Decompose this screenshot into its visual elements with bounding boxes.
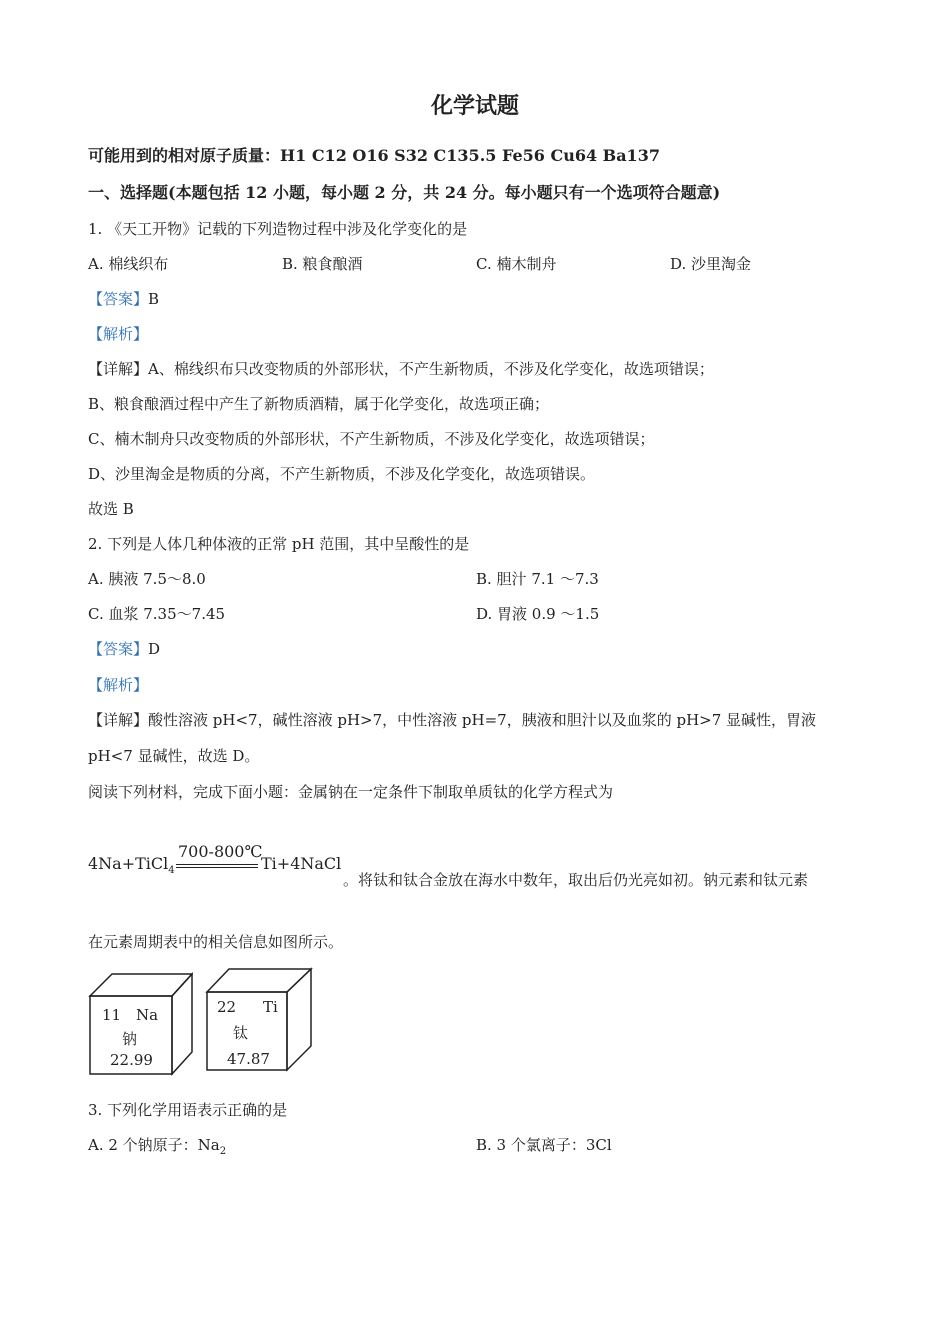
element-number: 22: [217, 998, 237, 1016]
q2-option-d: D. 胃液 0.9 ～1.5: [476, 605, 600, 623]
q1-option-b: B. 粮食酿酒: [282, 255, 363, 273]
reactants-subscript: 4: [168, 865, 175, 877]
q2-detail-line1: [88, 710, 816, 730]
detail-tag: 【详解】: [88, 360, 149, 378]
element-name: 钠: [122, 1030, 138, 1048]
equation-condition: 700-800℃: [178, 842, 263, 861]
q2-option-a: A. 胰液 7.5～8.0: [88, 570, 206, 588]
q1-stem: 1. 《天工开物》记载的下列造物过程中涉及化学变化的是: [88, 220, 468, 238]
answer-value: D: [148, 640, 161, 658]
q3-stem: 3. 下列化学用语表示正确的是: [88, 1101, 288, 1119]
q1-conclusion: 故选 B: [88, 500, 134, 518]
option-a-text: A. 2 个钠原子：Na: [88, 1136, 220, 1154]
answer-tag: 【答案】: [88, 290, 149, 308]
equation-reactants: [88, 854, 175, 876]
answer-value: B: [148, 290, 160, 308]
q2-stem: 2. 下列是人体几种体液的正常 pH 范围，其中呈酸性的是: [88, 535, 470, 553]
equation-bar-bottom: [176, 867, 258, 868]
q1-detail-c: C、楠木制舟只改变物质的外部形状，不产生新物质，不涉及化学变化，故选项错误；: [88, 430, 655, 448]
element-mass: 22.99: [110, 1051, 153, 1069]
q2-option-c: C. 血浆 7.35～7.45: [88, 605, 226, 623]
q2-analysis-tag: 【解析】: [88, 676, 149, 694]
element-mass: 47.87: [227, 1050, 270, 1068]
reading-intro: 阅读下列材料，完成下面小题：金属钠在一定条件下制取单质钛的化学方程式为: [88, 783, 614, 801]
detail-text: 酸性溶液 pH<7，碱性溶液 pH>7，中性溶液 pH=7，胰液和胆汁以及血浆的 pH>7 显碱性，胃液: [148, 711, 817, 729]
q1-detail-d: D、沙里淘金是物质的分离，不产生新物质，不涉及化学变化，故选项错误。: [88, 465, 596, 483]
page-title: 化学试题: [430, 93, 519, 119]
element-card-sodium: [88, 970, 193, 1078]
q1-detail-b: B、粮食酿酒过程中产生了新物质酒精，属于化学变化，故选项正确；: [88, 395, 550, 413]
q1-option-c: C. 楠木制舟: [476, 255, 557, 273]
reading-after-equation: 。将钛和钛合金放在海水中数年，取出后仍光亮如初。钠元素和钛元素: [343, 871, 809, 889]
equation-products: Ti+4NaCl: [261, 854, 342, 873]
element-symbol: Na: [136, 1006, 159, 1024]
detail-text: A、棉线织布只改变物质的外部形状，不产生新物质，不涉及化学变化，故选项错误；: [148, 360, 714, 378]
q3-option-b: B. 3 个氯离子：3Cl: [476, 1136, 612, 1154]
q1-analysis-tag: 【解析】: [88, 325, 149, 343]
reading-line3: 在元素周期表中的相关信息如图所示。: [88, 933, 344, 951]
q1-option-d: D. 沙里淘金: [670, 255, 752, 273]
element-number: 11: [102, 1006, 122, 1024]
q1-option-a: A. 棉线织布: [88, 255, 169, 273]
detail-tag: 【详解】: [88, 711, 149, 729]
q1-detail-a: [88, 359, 714, 379]
element-card-titanium: [205, 966, 313, 1074]
q1-answer: [88, 289, 159, 309]
q2-detail-line2: pH<7 显碱性，故选 D。: [88, 747, 260, 765]
q3-option-a: [88, 1135, 226, 1162]
reactants-text: 4Na+TiCl: [88, 854, 169, 873]
element-name: 钛: [233, 1024, 249, 1042]
q2-option-b: B. 胆汁 7.1 ～7.3: [476, 570, 599, 588]
option-a-subscript: 2: [219, 1146, 227, 1157]
section-header: 一、选择题(本题包括 12 小题，每小题 2 分，共 24 分。每小题只有一个选项符合题意): [88, 183, 721, 202]
q2-answer: [88, 639, 160, 659]
equation-bar-top: [176, 864, 258, 865]
answer-tag: 【答案】: [88, 640, 149, 658]
atomic-masses: 可能用到的相对原子质量：H1 C12 O16 S32 C135.5 Fe56 Cu64 Ba137: [88, 146, 660, 165]
element-symbol: Ti: [263, 998, 278, 1016]
